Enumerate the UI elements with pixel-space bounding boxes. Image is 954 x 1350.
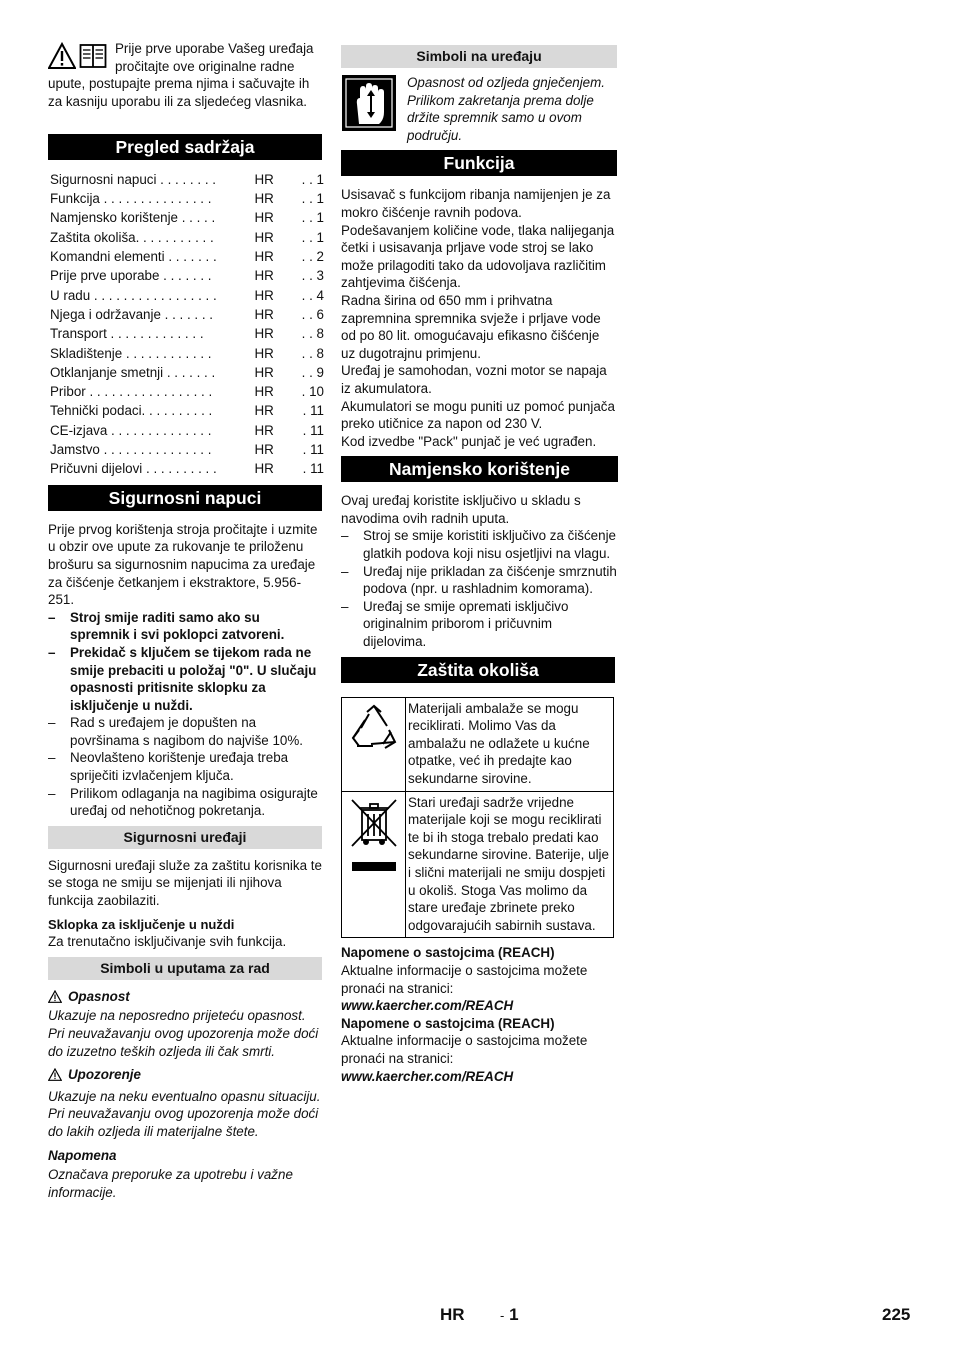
toc-title: Sigurnosni napuci . . . . . . . . bbox=[50, 171, 216, 187]
toc-lang: HR bbox=[254, 461, 274, 477]
toc-page: . 10 bbox=[301, 384, 324, 400]
toc-row bbox=[50, 440, 324, 459]
note-text: Označava preporuke za upotrebu i važne informacije. bbox=[48, 1167, 293, 1200]
danger-title-row bbox=[48, 988, 322, 1006]
intended-use-list bbox=[341, 527, 617, 650]
toc-title: Otklanjanje smetnji . . . . . . . bbox=[50, 364, 216, 380]
warning-text: Ukazuje na neku eventualno opasnu situaciju. Pri neuvažavanju ovog upozorenja može doći do lakih ozljeda ili materijalne štete. bbox=[48, 1088, 321, 1139]
toc-title: Namjensko korištenje . . . . . bbox=[50, 210, 216, 226]
right-column bbox=[341, 45, 617, 1085]
symbols-manual-heading: Simboli u uputama za rad bbox=[48, 957, 322, 980]
toc-title: Skladištenje . . . . . . . . . . . . bbox=[50, 345, 212, 361]
toc-row bbox=[50, 363, 324, 382]
toc-page: . . 3 bbox=[301, 268, 324, 284]
toc-page: . 11 bbox=[302, 403, 324, 419]
toc-lang: HR bbox=[254, 268, 274, 284]
toc-page: . . 6 bbox=[301, 306, 324, 322]
safety-intro: Prije prvog korištenja stroja pročitajte i uzmite u obzir ove upute za rukovanje te priloženu brošuru sa sigurnosnim napucima za uređaje za čišćenje četkanjem i ekstraktore, 5.956-251. bbox=[48, 521, 318, 608]
toc-page: . 11 bbox=[302, 461, 324, 477]
danger-triangle-icon bbox=[48, 990, 62, 1003]
crush-hazard-hand-icon bbox=[341, 74, 397, 132]
function-paragraph: Radna širina od 650 mm i prihvatna zapremnina spremnika svježe i prljave vode od po 80 lit. omogućavaju efikasno čišćenje uz dugotrajnu primjenu. bbox=[341, 292, 601, 361]
toc-page: . . 2 bbox=[301, 249, 324, 265]
toc-lang: HR bbox=[254, 384, 274, 400]
toc-title: Transport . . . . . . . . . . . . . bbox=[50, 326, 204, 342]
safety-item: – Neovlašteno korištenje uređaja treba spriječiti izvlačenjem ključa. bbox=[48, 749, 322, 784]
emergency-switch-title: Sklopka za isključenje u nuždi bbox=[48, 916, 235, 932]
safety-list bbox=[48, 609, 322, 820]
toc-title: Pribor . . . . . . . . . . . . . . . . . bbox=[50, 384, 213, 400]
toc-heading: Pregled sadržaja bbox=[48, 134, 322, 160]
toc-lang: HR bbox=[254, 306, 274, 322]
toc-lang: HR bbox=[254, 287, 274, 303]
toc-title: Jamstvo . . . . . . . . . . . . . . . bbox=[50, 442, 212, 457]
toc-row bbox=[50, 228, 324, 247]
function-paragraph: Usisavač s funkcijom ribanja namijenjen je za mokro čišćenje ravnih podova. bbox=[341, 187, 611, 220]
note-title: Napomena bbox=[48, 1147, 117, 1163]
left-column bbox=[48, 40, 322, 1201]
toc-lang: HR bbox=[254, 326, 274, 342]
recycling-icon-cell bbox=[342, 697, 406, 791]
old-devices-text: Stari uređaji sadrže vrijedne materijale koji se mogu reciklirati te bi ih stoga trebalo predati kao sekundarne sirovine. Baterije, ulje i slični materijali ne smiju dospjeti u okoliš. Stoga Vas molimo da stare uređaje zbrinete preko odgovarajućih sabirnih sustava. bbox=[406, 791, 614, 938]
reach-link[interactable]: www.kaercher.com/REACH bbox=[341, 998, 514, 1014]
toc-title: CE-izjava . . . . . . . . . . . . . . bbox=[50, 422, 212, 438]
footer-language: HR bbox=[440, 1305, 465, 1324]
toc-row bbox=[50, 421, 324, 440]
environment-heading: Zaštita okoliša bbox=[341, 657, 615, 683]
recycling-icon bbox=[345, 700, 403, 758]
toc-row bbox=[50, 209, 324, 228]
intended-use-item: – Uređaj se smije opremati isključivo originalnim priborom i pričuvnim dijelovima. bbox=[341, 598, 617, 651]
toc-row bbox=[50, 170, 324, 189]
toc-lang: HR bbox=[254, 345, 274, 361]
danger-text: Ukazuje na neposredno prijeteću opasnost. Pri neuvažavanju ovog upozorenja može doći do izuzetno teških ozljeda ili čak smrti. bbox=[48, 1008, 319, 1059]
intro-icons bbox=[48, 42, 110, 74]
toc-lang: HR bbox=[254, 229, 274, 245]
toc-row bbox=[50, 189, 324, 208]
function-paragraph: Podešavanjem količine vode, tlaka nalijeganja četki i usisavanja prljave vode stroj se lako može prilagoditi tako da udovoljava različitim zahtjevima čišćenja. bbox=[341, 222, 615, 291]
toc-title: Funkcija . . . . . . . . . . . . . . . bbox=[50, 191, 212, 207]
warning-small-triangle-icon bbox=[48, 1068, 62, 1081]
intended-use-heading: Namjensko korištenje bbox=[341, 456, 618, 482]
toc-row bbox=[50, 286, 324, 305]
toc-title: U radu . . . . . . . . . . . . . . . . . bbox=[50, 287, 217, 303]
crossed-bin-icon bbox=[346, 794, 402, 874]
toc-title: Pričuvni dijelovi . . . . . . . . . . bbox=[50, 461, 217, 477]
symbols-device-heading: Simboli na uređaju bbox=[341, 45, 617, 68]
intended-use-item: – Stroj se smije koristiti isključivo za čišćenje glatkih podova koji nisu osjetljivi na vlagu. bbox=[341, 527, 617, 562]
toc-row bbox=[50, 459, 324, 478]
toc-row bbox=[50, 344, 324, 363]
safety-item: – Stroj smije raditi samo ako su spremnik i svi poklopci zatvoreni. bbox=[48, 609, 322, 644]
toc-page: . . 1 bbox=[301, 171, 324, 187]
function-paragraph: Kod izvedbe "Pack" punjač je već ugrađen. bbox=[341, 433, 597, 449]
toc-lang: HR bbox=[254, 403, 274, 419]
safety-devices-text: Sigurnosni uređaji služe za zaštitu korisnika te se stoga ne smiju se mijenjati ili njihova funkcija zaobilaziti. bbox=[48, 857, 322, 909]
function-paragraph: Uređaj je samohodan, vozni motor se napaja iz akumulatora. bbox=[341, 363, 607, 396]
toc-row bbox=[50, 402, 324, 421]
toc-title: Zaštita okoliša. . . . . . . . . . . bbox=[50, 229, 214, 245]
toc-title: Komandni elementi . . . . . . . bbox=[50, 249, 217, 265]
toc-page: . . 1 bbox=[301, 191, 324, 207]
emergency-switch-text: Za trenutačno isključivanje svih funkcija. bbox=[48, 934, 287, 950]
intro-text: Prije prve uporabe Vašeg uređaja pročitajte ove originalne radne upute, postupajte prema njima i sačuvajte ih za kasniju uporabu ili za sljedećeg vlasnika. bbox=[48, 41, 314, 109]
safety-item: – Rad s uređajem je dopušten na površinama s nagibom do najviše 10%. bbox=[48, 714, 322, 749]
toc-row bbox=[50, 247, 324, 266]
toc-lang: HR bbox=[254, 210, 274, 226]
toc-row bbox=[50, 305, 324, 324]
footer-section-number: 1 bbox=[509, 1305, 519, 1324]
intro-block bbox=[48, 40, 322, 128]
intended-use-item: – Uređaj nije prikladan za čišćenje smrznutih podova (npr. u rashladnim komorama). bbox=[341, 563, 617, 598]
toc-page: . . 4 bbox=[301, 287, 324, 303]
toc-page: . . 1 bbox=[301, 229, 324, 245]
safety-devices-heading: Sigurnosni uređaji bbox=[48, 826, 322, 849]
weee-icon-cell bbox=[342, 791, 406, 938]
reach-blocks bbox=[341, 944, 617, 1085]
warning-title-row bbox=[48, 1066, 322, 1084]
toc-table bbox=[50, 170, 324, 479]
manual-book-icon bbox=[79, 42, 107, 70]
toc-lang: HR bbox=[254, 442, 274, 457]
toc-page: . . 9 bbox=[301, 364, 324, 380]
toc-lang: HR bbox=[254, 191, 274, 207]
reach-text: Aktualne informacije o sastojcima možete pronaći na stranici: bbox=[341, 962, 588, 996]
toc-lang: HR bbox=[254, 249, 274, 265]
symbols-device-row bbox=[341, 74, 617, 144]
old-devices-row bbox=[342, 791, 614, 938]
toc-title: Prije prve uporabe . . . . . . . bbox=[50, 268, 212, 284]
safety-item: – Prekidač s ključem se tijekom rada ne smije prebaciti u položaj "0". U slučaju opasnosti pritisnite sklopku za isključenje u nuždi. bbox=[48, 644, 322, 714]
toc-page: . 11 bbox=[302, 442, 324, 457]
toc-row bbox=[50, 324, 324, 343]
footer-section bbox=[500, 1306, 519, 1325]
toc-lang: HR bbox=[254, 171, 274, 187]
environment-table bbox=[341, 697, 614, 939]
intended-use-intro: Ovaj uređaj koristite isključivo u skladu s navodima ovih radnih uputa. bbox=[341, 493, 581, 526]
packaging-row bbox=[342, 697, 614, 791]
toc-lang: HR bbox=[254, 364, 274, 380]
footer-page-number: 225 bbox=[882, 1305, 911, 1324]
warning-title: Upozorenje bbox=[68, 1067, 141, 1083]
packaging-text: Materijali ambalaže se mogu reciklirati. Molimo Vas da ambalažu ne odlažete u kućne otpatke, već ih predajte kao sekundarne sirovine. bbox=[406, 697, 614, 791]
toc-page: . 11 bbox=[302, 422, 324, 438]
toc-page: . . 8 bbox=[301, 326, 324, 342]
warning-triangle-icon bbox=[48, 42, 76, 70]
footer-dash: - bbox=[500, 1308, 505, 1323]
toc-row bbox=[50, 266, 324, 285]
reach-link[interactable]: www.kaercher.com/REACH bbox=[341, 1068, 514, 1084]
toc-page: . . 8 bbox=[301, 345, 324, 361]
safety-heading: Sigurnosni napuci bbox=[48, 485, 322, 511]
reach-title: Napomene o sastojcima (REACH) bbox=[341, 1015, 555, 1031]
reach-text: Aktualne informacije o sastojcima možete pronaći na stranici: bbox=[341, 1033, 588, 1066]
toc-title: Tehnički podaci. . . . . . . . . . bbox=[50, 403, 213, 419]
function-heading: Funkcija bbox=[341, 150, 617, 176]
toc-lang: HR bbox=[254, 422, 274, 438]
danger-title: Opasnost bbox=[68, 988, 130, 1004]
toc-row bbox=[50, 382, 324, 401]
toc-page: . . 1 bbox=[301, 210, 324, 226]
safety-item: – Prilikom odlaganja na nagibima osigurajte uređaj od nehotičnog pokretanja. bbox=[48, 785, 322, 820]
function-paragraphs bbox=[341, 186, 617, 450]
toc-title: Njega i održavanje . . . . . . . bbox=[50, 306, 213, 322]
function-paragraph: Akumulatori se mogu puniti uz pomoć punjača preko utičnice za napon od 230 V. bbox=[341, 398, 615, 432]
symbols-device-text: Opasnost od ozljeda gnječenjem. Prilikom zakretanja prema dolje držite spremnik samo u ovom području. bbox=[407, 75, 606, 143]
reach-title: Napomene o sastojcima (REACH) bbox=[341, 945, 555, 961]
